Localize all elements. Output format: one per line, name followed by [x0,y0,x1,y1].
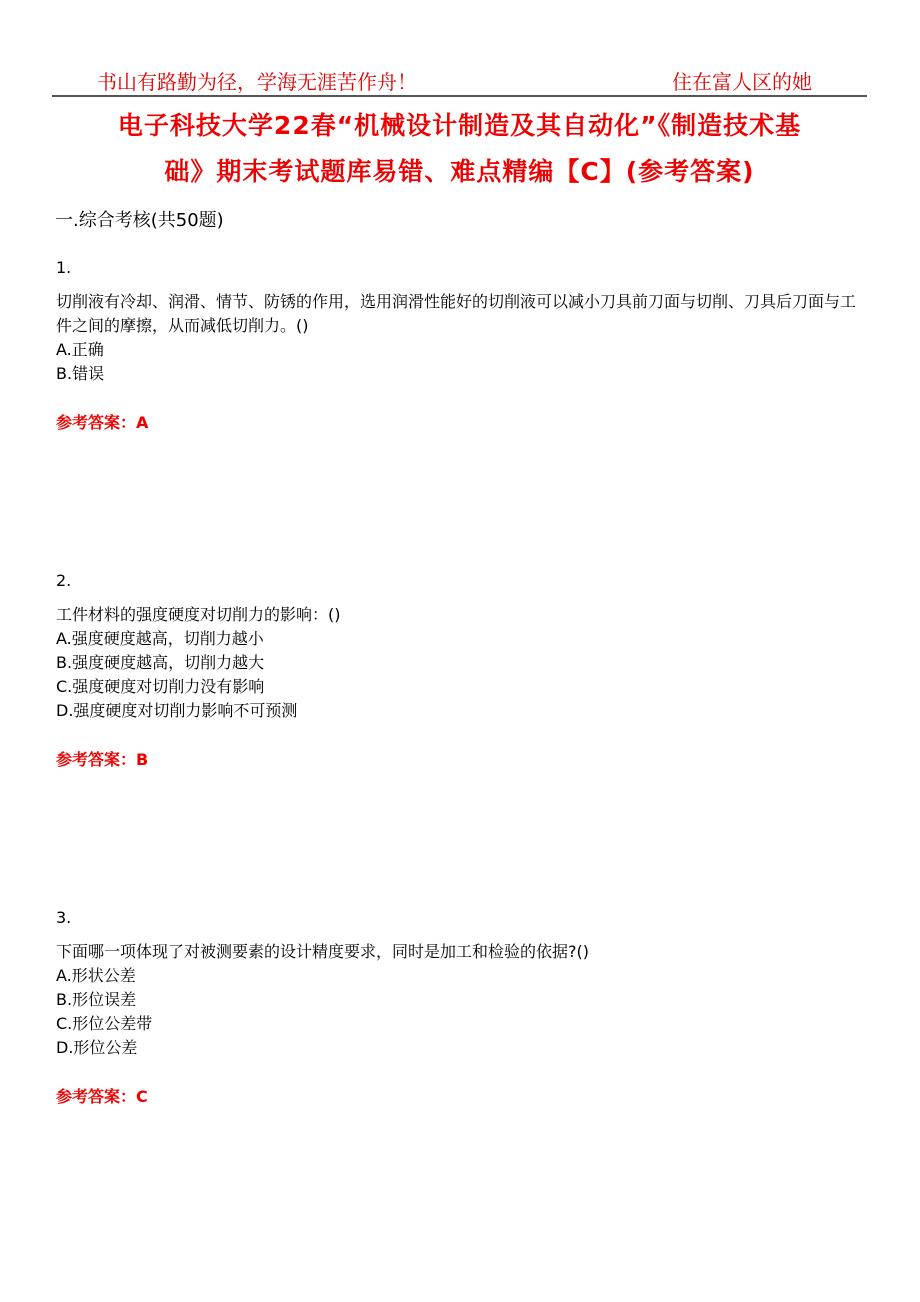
option: D.形位公差 [56,1038,138,1057]
section-heading: 一.综合考核(共50题) [55,210,224,231]
option: A.正确 [56,340,104,359]
question-text: 切削液有冷却、润滑、情节、防锈的作用，选用润滑性能好的切削液可以减小刀具前刀面与切削、刀具后刀面与工件之间的摩擦，从而减低切削力。() [56,292,857,335]
question-3 [56,906,871,1109]
answer: 参考答案：C [56,1087,148,1106]
option: C.形位公差带 [56,1014,153,1033]
header-motto: 书山有路勤为径，学海无涯苦作舟！ [97,70,417,94]
document-title-line1: 电子科技大学22春“机械设计制造及其自动化”《制造技术基 [117,111,802,140]
answer: 参考答案：A [56,413,149,432]
header-author: 住在富人区的她 [672,70,812,94]
option: A.强度硬度越高，切削力越小 [56,629,264,648]
answer: 参考答案：B [56,750,149,769]
option: B.形位误差 [56,990,137,1009]
option: B.错误 [56,364,105,383]
option: A.形状公差 [56,966,136,985]
option: C.强度硬度对切削力没有影响 [56,677,265,696]
question-number: 3. [56,908,72,927]
header-divider [52,95,867,97]
question-text: 下面哪一项体现了对被测要素的设计精度要求，同时是加工和检验的依据?() [56,942,589,961]
question-number: 2. [56,571,72,590]
option: B.强度硬度越高，切削力越大 [56,653,265,672]
option: D.强度硬度对切削力影响不可预测 [56,701,298,720]
question-text: 工件材料的强度硬度对切削力的影响：() [56,605,341,624]
question-number: 1. [56,258,72,277]
document-title-line2: 础》期末考试题库易错、难点精编【C】(参考答案) [164,157,755,186]
question-2 [56,569,871,772]
question-1 [56,256,871,435]
